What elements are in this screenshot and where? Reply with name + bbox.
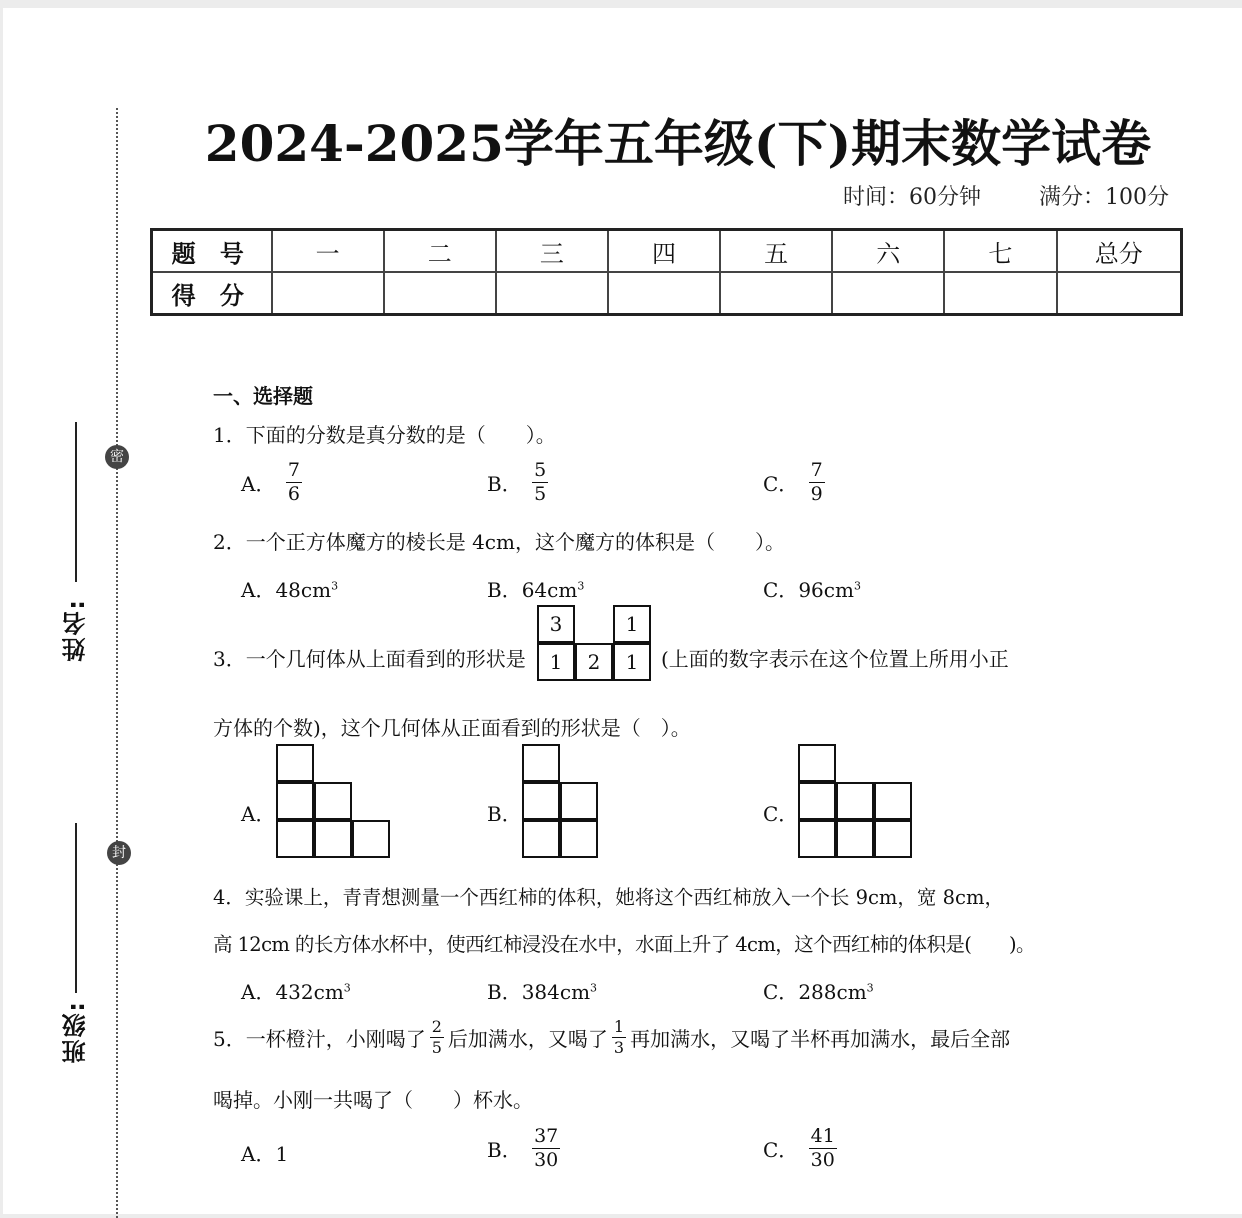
seal-mark-bottom: 封 (107, 841, 131, 865)
fraction (532, 1126, 560, 1171)
question-5-option-a[interactable] (241, 1138, 288, 1167)
class-label: 班级: (62, 1000, 90, 1064)
grid-cell: 3 (537, 605, 575, 643)
score-header-cell: 一 (272, 230, 384, 273)
name-label: 姓名: (62, 598, 90, 662)
exam-time: 时间：60分钟 (843, 185, 981, 210)
option-value: 64cm (521, 578, 578, 602)
seal-mark-top: 密 (105, 445, 129, 469)
option-label: C． (763, 980, 799, 1004)
q5-text-segment: 后加满水，又喝了 (447, 1026, 608, 1051)
question-3-text-part1: 3．一个几何体从上面看到的形状是 (213, 647, 526, 671)
option-label: A． (241, 471, 276, 496)
fraction-numerator: 2 (431, 1017, 442, 1036)
fraction-numerator: 37 (534, 1125, 559, 1147)
score-header-cell: 五 (720, 230, 832, 273)
option-label: C． (763, 578, 799, 602)
question-2-option-b[interactable] (487, 574, 584, 603)
class-write-line (75, 823, 77, 993)
question-1-option-b[interactable] (487, 460, 552, 505)
question-1-option-c[interactable] (763, 460, 829, 505)
cube-square (798, 782, 836, 820)
score-header-cell: 四 (608, 230, 720, 273)
score-input-cell[interactable] (272, 272, 384, 315)
fraction-numerator: 1 (613, 1017, 625, 1036)
fraction (430, 1018, 444, 1056)
exam-full-score: 满分：100分 (1039, 185, 1169, 210)
binding-dotted-line (116, 108, 118, 1218)
cube-square (314, 820, 352, 858)
option-value: 96cm (798, 578, 854, 602)
score-header-cell: 七 (944, 230, 1056, 273)
option-value: 1 (275, 1142, 289, 1166)
fraction-numerator: 5 (534, 459, 547, 481)
option-superscript: 3 (577, 579, 585, 593)
cube-square (522, 782, 560, 820)
grid-cell: 1 (613, 605, 651, 643)
question-5-option-b[interactable] (487, 1126, 564, 1171)
cube-square (798, 744, 836, 782)
cube-square (522, 820, 560, 858)
question-3-text-part2: (上面的数字表示在这个位置上所用小正 (661, 647, 1009, 671)
name-write-line (75, 422, 77, 582)
cube-square (276, 782, 314, 820)
score-table-header-row (152, 230, 1182, 273)
score-input-cell[interactable] (1057, 272, 1182, 315)
fraction-numerator: 41 (810, 1125, 835, 1147)
fraction (286, 460, 302, 505)
cube-square (874, 820, 912, 858)
score-header-cell: 六 (832, 230, 944, 273)
option-superscript: 3 (866, 981, 874, 995)
question-4-option-c[interactable] (763, 976, 874, 1005)
option-superscript: 3 (331, 579, 339, 593)
fraction-denominator: 9 (810, 482, 823, 505)
option-label: A． (241, 802, 276, 826)
question-5-text-line2: 喝掉。小刚一共喝了（ ）杯水。 (213, 1088, 533, 1112)
fraction-denominator: 5 (431, 1037, 442, 1057)
score-input-cell[interactable] (608, 272, 720, 315)
fraction (809, 460, 825, 505)
cube-square (836, 820, 874, 858)
fraction-denominator: 5 (534, 482, 547, 505)
score-header-cell: 二 (384, 230, 496, 273)
cube-square (560, 782, 598, 820)
page-title: 2024-2025学年五年级(下)期末数学试卷 (204, 114, 1152, 173)
option-superscript: 3 (853, 579, 861, 593)
score-table (150, 228, 1183, 316)
option-superscript: 3 (590, 981, 598, 995)
fraction-denominator: 30 (810, 1148, 835, 1171)
option-value: 432cm (275, 980, 344, 1004)
question-3-text-line2: 方体的个数)，这个几何体从正面看到的形状是（ ）。 (213, 716, 691, 740)
q5-text-segment: 5．一杯橙汁，小刚喝了 (213, 1026, 426, 1051)
option-label: B． (487, 1137, 522, 1162)
fraction (809, 1126, 837, 1171)
score-input-cell[interactable] (832, 272, 944, 315)
exam-page (3, 8, 1242, 1214)
option-value: 48cm (275, 578, 332, 602)
cube-square (798, 820, 836, 858)
question-3-top-view-grid (537, 605, 655, 685)
question-3-option-b[interactable] (487, 798, 522, 827)
option-label: B． (487, 578, 522, 602)
score-input-cell[interactable] (384, 272, 496, 315)
fraction (532, 460, 548, 505)
question-4-text-line1: 4．实验课上，青青想测量一个西红柿的体积，她将这个西红柿放入一个长 9cm，宽 8cm， (213, 886, 1004, 909)
option-label: C． (763, 802, 799, 826)
fraction-numerator: 7 (810, 459, 823, 481)
question-1-text: 1．下面的分数是真分数的是（ ）。 (213, 423, 556, 447)
option-label: B． (487, 980, 522, 1004)
option-label: B． (487, 802, 522, 826)
cube-square (276, 744, 314, 782)
cube-square (560, 820, 598, 858)
cube-square (276, 820, 314, 858)
fraction-denominator: 6 (287, 482, 300, 505)
cube-square (874, 782, 912, 820)
option-value: 288cm (798, 980, 867, 1004)
fraction-denominator: 3 (613, 1037, 625, 1057)
score-row-label: 得 分 (152, 272, 272, 315)
grid-cell: 1 (537, 643, 575, 681)
question-3-option-c[interactable] (763, 798, 798, 827)
cube-square (314, 782, 352, 820)
score-header-cell: 三 (496, 230, 608, 273)
cube-square (352, 820, 390, 858)
option-label: B． (487, 471, 522, 496)
question-2-option-a[interactable] (241, 574, 338, 603)
score-header-cell: 总分 (1057, 230, 1182, 273)
score-input-cell[interactable] (720, 272, 832, 315)
score-table-score-row (152, 272, 1182, 315)
option-label: C． (763, 1137, 799, 1162)
option-label: A． (241, 1142, 276, 1166)
section-heading-choice: 一、选择题 (213, 384, 313, 408)
fraction-numerator: 7 (287, 459, 300, 481)
grid-cell: 2 (575, 643, 613, 681)
question-4-option-a[interactable] (241, 976, 351, 1005)
option-superscript: 3 (343, 981, 351, 995)
question-1-option-a[interactable] (241, 460, 306, 505)
question-5-option-c[interactable] (763, 1126, 841, 1171)
score-header-cell: 题 号 (152, 230, 272, 273)
fraction-denominator: 30 (534, 1148, 559, 1171)
grid-cell: 1 (613, 643, 651, 681)
option-label: A． (241, 578, 276, 602)
question-4-text-line2: 高 12cm 的长方体水杯中，使西红柿浸没在水中，水面上升了 4cm，这个西红柿的体积是( )。 (213, 933, 1035, 956)
question-4-option-b[interactable] (487, 976, 597, 1005)
score-input-cell[interactable] (944, 272, 1056, 315)
cube-square (522, 744, 560, 782)
question-3-option-a[interactable] (241, 798, 275, 827)
fraction (612, 1018, 626, 1056)
q5-text-segment: 再加满水，又喝了半杯再加满水，最后全部 (630, 1026, 1011, 1051)
cube-square (836, 782, 874, 820)
option-label: A． (241, 980, 276, 1004)
question-5-text-line1 (213, 1018, 1010, 1056)
question-2-text: 2．一个正方体魔方的棱长是 4cm，这个魔方的体积是（ ）。 (213, 530, 785, 554)
option-value: 384cm (521, 980, 591, 1004)
option-label: C． (763, 471, 799, 496)
score-input-cell[interactable] (496, 272, 608, 315)
question-2-option-c[interactable] (763, 574, 861, 603)
